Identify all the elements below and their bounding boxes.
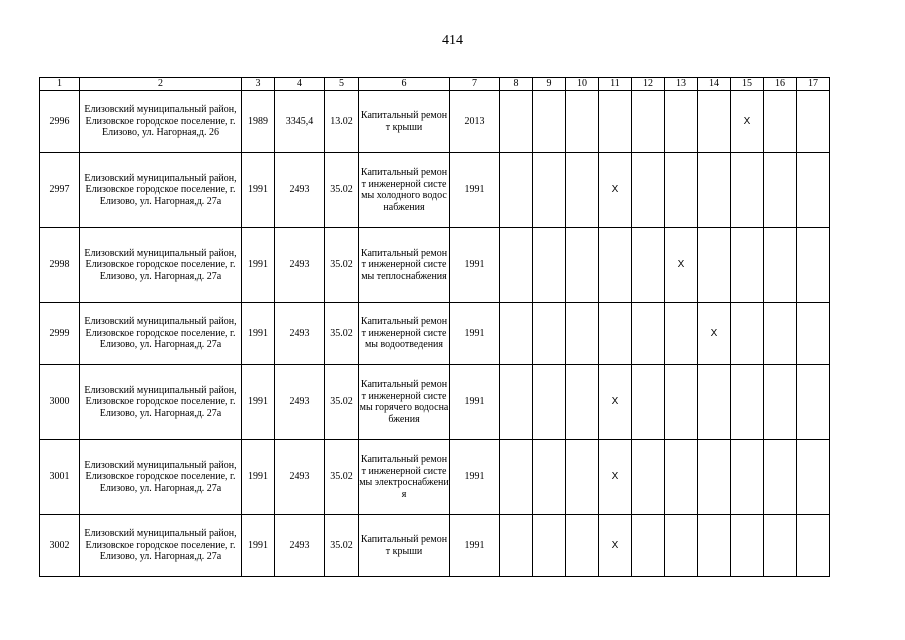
flag-cell-col-14: [698, 440, 731, 515]
flag-cell-col-13: Х: [665, 228, 698, 303]
flag-cell-col-12: [632, 153, 665, 228]
table-row: [40, 303, 830, 365]
flag-cell-col-13: [665, 515, 698, 577]
flag-cell-col-15: [731, 515, 764, 577]
address-cell: Елизовский муниципальный район, Елизовское городское поселение, г. Елизово, ул. Нагорная,д. 27а: [80, 365, 242, 440]
flag-cell-col-16: [764, 303, 797, 365]
flag-cell-col-17: [797, 515, 830, 577]
flag-cell-col-17: [797, 303, 830, 365]
work-type-cell: Капитальный ремонт инженерной системы горячего водоснабжения: [359, 365, 450, 440]
header-row: [40, 78, 830, 91]
flag-cell-col-13: [665, 303, 698, 365]
address-cell: Елизовский муниципальный район, Елизовское городское поселение, г. Елизово, ул. Нагорная,д. 27а: [80, 153, 242, 228]
flag-cell-col-17: [797, 365, 830, 440]
flag-cell-col-8: [500, 153, 533, 228]
year-cell: 1991: [242, 365, 275, 440]
row-number-cell: 2996: [40, 91, 80, 153]
flag-cell-col-8: [500, 440, 533, 515]
column-number: 14: [698, 78, 731, 91]
flag-cell-col-9: [533, 228, 566, 303]
code-cell: 13.02: [325, 91, 359, 153]
flag-cell-col-16: [764, 440, 797, 515]
table-row: [40, 440, 830, 515]
flag-cell-col-11: Х: [599, 153, 632, 228]
column-number: 6: [359, 78, 450, 91]
flag-cell-col-15: [731, 153, 764, 228]
page-number: 414: [442, 33, 463, 48]
column-number: 12: [632, 78, 665, 91]
year-cell: 1991: [450, 303, 500, 365]
flag-cell-col-11: [599, 91, 632, 153]
area-cell: 2493: [275, 153, 325, 228]
flag-cell-col-14: [698, 91, 731, 153]
flag-cell-col-8: [500, 303, 533, 365]
flag-cell-col-15: Х: [731, 91, 764, 153]
year-cell: 2013: [450, 91, 500, 153]
flag-cell-col-16: [764, 228, 797, 303]
column-number: 1: [40, 78, 80, 91]
row-number-cell: 3002: [40, 515, 80, 577]
area-cell: 2493: [275, 228, 325, 303]
code-cell: 35.02: [325, 365, 359, 440]
flag-cell-col-12: [632, 228, 665, 303]
address-cell: Елизовский муниципальный район, Елизовское городское поселение, г. Елизово, ул. Нагорная,д. 27а: [80, 440, 242, 515]
flag-cell-col-14: [698, 365, 731, 440]
flag-cell-col-9: [533, 91, 566, 153]
flag-cell-col-13: [665, 440, 698, 515]
row-number-cell: 2998: [40, 228, 80, 303]
work-type-cell: Капитальный ремонт крыши: [359, 515, 450, 577]
flag-cell-col-15: [731, 228, 764, 303]
year-cell: 1991: [450, 153, 500, 228]
work-type-cell: Капитальный ремонт инженерной системы холодного водоснабжения: [359, 153, 450, 228]
flag-cell-col-14: [698, 153, 731, 228]
row-number-cell: 2999: [40, 303, 80, 365]
flag-cell-col-8: [500, 91, 533, 153]
flag-cell-col-16: [764, 515, 797, 577]
column-number: 11: [599, 78, 632, 91]
column-number: 8: [500, 78, 533, 91]
flag-cell-col-11: Х: [599, 365, 632, 440]
year-cell: 1991: [450, 365, 500, 440]
column-number: 17: [797, 78, 830, 91]
code-cell: 35.02: [325, 228, 359, 303]
year-cell: 1991: [450, 515, 500, 577]
table-row: [40, 365, 830, 440]
flag-cell-col-14: [698, 228, 731, 303]
flag-cell-col-15: [731, 365, 764, 440]
area-cell: 2493: [275, 440, 325, 515]
flag-cell-col-8: [500, 365, 533, 440]
flag-cell-col-12: [632, 440, 665, 515]
flag-cell-col-10: [566, 365, 599, 440]
flag-cell-col-13: [665, 365, 698, 440]
work-type-cell: Капитальный ремонт инженерной системы теплоснабжения: [359, 228, 450, 303]
code-cell: 35.02: [325, 440, 359, 515]
flag-cell-col-12: [632, 515, 665, 577]
flag-cell-col-12: [632, 303, 665, 365]
address-cell: Елизовский муниципальный район, Елизовское городское поселение, г. Елизово, ул. Нагорная,д. 27а: [80, 515, 242, 577]
flag-cell-col-12: [632, 91, 665, 153]
work-type-cell: Капитальный ремонт инженерной системы электроснабжения: [359, 440, 450, 515]
work-type-cell: Капитальный ремонт инженерной системы водоотведения: [359, 303, 450, 365]
flag-cell-col-9: [533, 303, 566, 365]
flag-cell-col-15: [731, 303, 764, 365]
row-number-cell: 2997: [40, 153, 80, 228]
address-cell: Елизовский муниципальный район, Елизовское городское поселение, г. Елизово, ул. Нагорная,д. 27а: [80, 228, 242, 303]
flag-cell-col-16: [764, 153, 797, 228]
table-row: [40, 228, 830, 303]
area-cell: 2493: [275, 365, 325, 440]
column-number: 13: [665, 78, 698, 91]
flag-cell-col-16: [764, 365, 797, 440]
column-number: 2: [80, 78, 242, 91]
flag-cell-col-9: [533, 365, 566, 440]
code-cell: 35.02: [325, 303, 359, 365]
column-number: 4: [275, 78, 325, 91]
area-cell: 2493: [275, 303, 325, 365]
flag-cell-col-14: [698, 515, 731, 577]
column-number: 7: [450, 78, 500, 91]
flag-cell-col-9: [533, 515, 566, 577]
code-cell: 35.02: [325, 515, 359, 577]
flag-cell-col-9: [533, 153, 566, 228]
address-cell: Елизовский муниципальный район, Елизовское городское поселение, г. Елизово, ул. Нагорная,д. 26: [80, 91, 242, 153]
flag-cell-col-12: [632, 365, 665, 440]
flag-cell-col-8: [500, 228, 533, 303]
flag-cell-col-10: [566, 440, 599, 515]
row-number-cell: 3001: [40, 440, 80, 515]
year-cell: 1991: [242, 515, 275, 577]
row-number-cell: 3000: [40, 365, 80, 440]
register-table: [39, 77, 830, 577]
flag-cell-col-16: [764, 91, 797, 153]
table-row: [40, 91, 830, 153]
column-number: 3: [242, 78, 275, 91]
address-cell: Елизовский муниципальный район, Елизовское городское поселение, г. Елизово, ул. Нагорная,д. 27а: [80, 303, 242, 365]
year-cell: 1991: [242, 303, 275, 365]
column-number: 5: [325, 78, 359, 91]
flag-cell-col-13: [665, 91, 698, 153]
year-cell: 1991: [242, 440, 275, 515]
year-cell: 1989: [242, 91, 275, 153]
column-number: 10: [566, 78, 599, 91]
column-number: 15: [731, 78, 764, 91]
flag-cell-col-10: [566, 515, 599, 577]
table-row: [40, 515, 830, 577]
flag-cell-col-10: [566, 228, 599, 303]
work-type-cell: Капитальный ремонт крыши: [359, 91, 450, 153]
year-cell: 1991: [450, 440, 500, 515]
flag-cell-col-10: [566, 91, 599, 153]
table-body: [40, 78, 830, 577]
flag-cell-col-10: [566, 303, 599, 365]
flag-cell-col-8: [500, 515, 533, 577]
column-number: 16: [764, 78, 797, 91]
flag-cell-col-14: Х: [698, 303, 731, 365]
flag-cell-col-9: [533, 440, 566, 515]
flag-cell-col-15: [731, 440, 764, 515]
flag-cell-col-11: Х: [599, 515, 632, 577]
year-cell: 1991: [450, 228, 500, 303]
column-number: 9: [533, 78, 566, 91]
flag-cell-col-17: [797, 91, 830, 153]
flag-cell-col-17: [797, 440, 830, 515]
flag-cell-col-11: Х: [599, 440, 632, 515]
flag-cell-col-13: [665, 153, 698, 228]
area-cell: 3345,4: [275, 91, 325, 153]
table-row: [40, 153, 830, 228]
flag-cell-col-11: [599, 303, 632, 365]
year-cell: 1991: [242, 153, 275, 228]
code-cell: 35.02: [325, 153, 359, 228]
year-cell: 1991: [242, 228, 275, 303]
flag-cell-col-11: [599, 228, 632, 303]
flag-cell-col-17: [797, 153, 830, 228]
area-cell: 2493: [275, 515, 325, 577]
flag-cell-col-10: [566, 153, 599, 228]
flag-cell-col-17: [797, 228, 830, 303]
